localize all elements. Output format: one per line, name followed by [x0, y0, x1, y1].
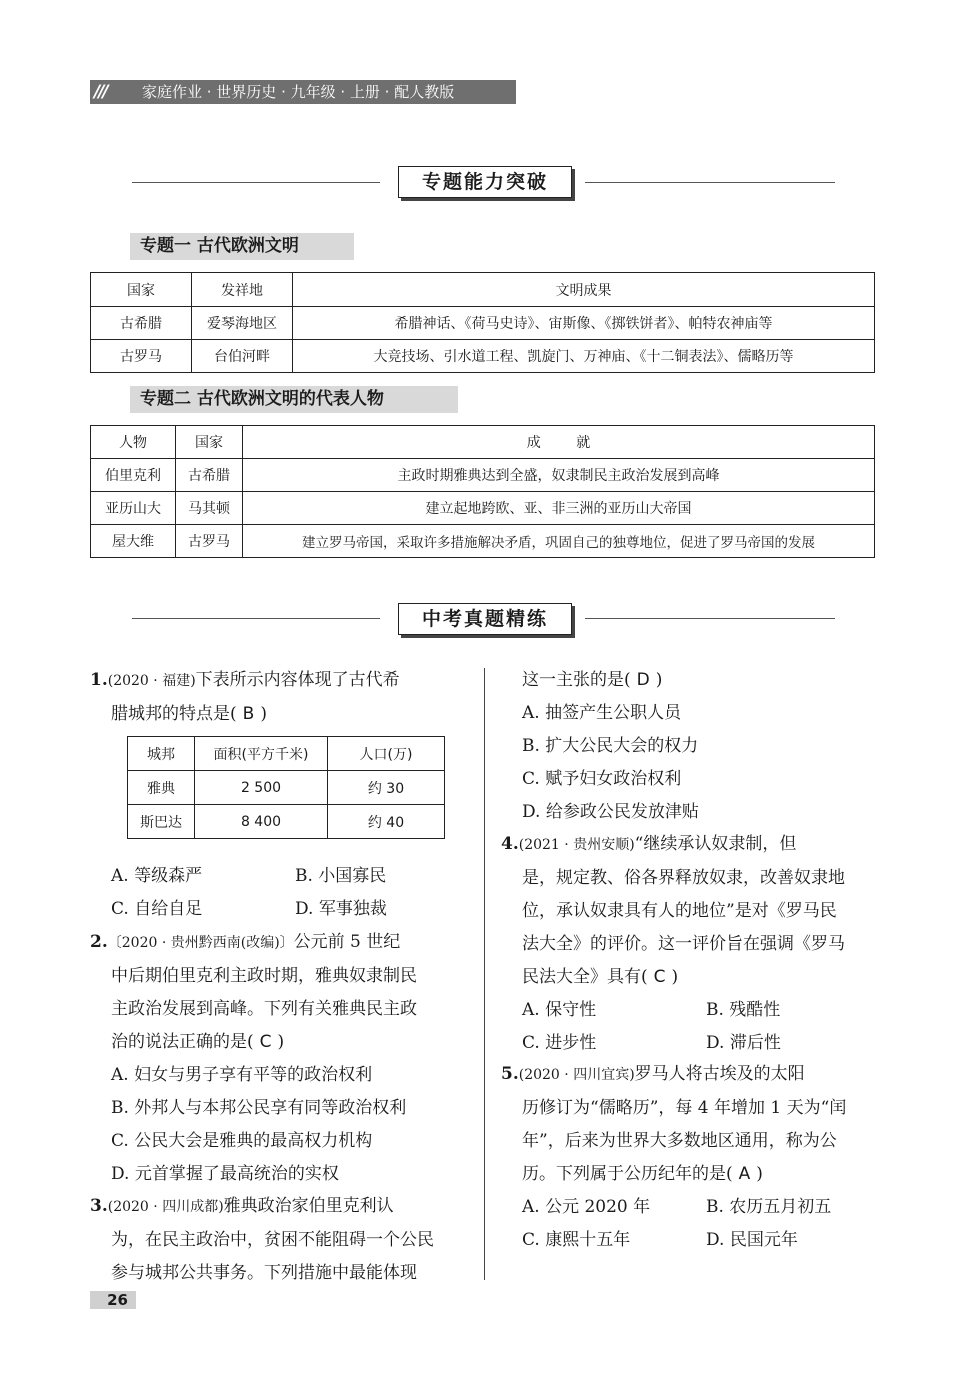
- option-c: C. 自给自足: [111, 899, 203, 919]
- table-row: [91, 459, 875, 492]
- answer-letter: B: [242, 704, 255, 724]
- question-text: 雅典政治家伯里克利认: [223, 1196, 394, 1216]
- header-cell: 发祥地: [192, 273, 293, 307]
- table-header-row: [128, 737, 445, 771]
- question-source: 〔2020 · 贵州黔西南(改编)〕: [107, 935, 294, 951]
- table-row: [128, 805, 445, 839]
- banner2-right-rule: [585, 618, 835, 619]
- table-cell: 古希腊: [176, 459, 243, 492]
- table-cell: 2 500: [195, 771, 328, 805]
- option-c: C. 赋予妇女政治权利: [522, 769, 682, 789]
- section-banner-exam-practice: 中考真题精练: [398, 603, 572, 635]
- table-row: [91, 340, 875, 373]
- option-c: C. 公民大会是雅典的最高权力机构: [111, 1131, 373, 1151]
- question-number: 5.: [501, 1064, 519, 1084]
- option-c: C. 进步性: [522, 1033, 597, 1053]
- table-cell: 大竞技场、引水道工程、凯旋门、万神庙、《十二铜表法》、儒略历等: [293, 340, 875, 373]
- banner1-left-rule: [132, 182, 380, 183]
- question-2: [90, 926, 480, 1191]
- table-cell: 主政时期雅典达到全盛，奴隶制民主政治发展到高峰: [243, 459, 875, 492]
- table-cell: 建立罗马帝国，采取许多措施解决矛盾，巩固自己的独尊地位，促进了罗马帝国的发展: [243, 525, 875, 558]
- option-a: A. 妇女与男子享有平等的政治权利: [111, 1065, 373, 1085]
- header-cell: 人物: [91, 426, 176, 459]
- city-state-table: [127, 736, 445, 839]
- question-text: 历。下列属于公历纪年的是(: [522, 1164, 733, 1184]
- table-cell: 古希腊: [91, 307, 192, 340]
- question-number: 4.: [501, 834, 519, 854]
- option-a: A. 保守性: [522, 1000, 597, 1020]
- question-text: 治的说法正确的是(: [111, 1032, 254, 1052]
- question-3-continued: [522, 664, 882, 829]
- option-c: C. 康熙十五年: [522, 1230, 631, 1250]
- question-number: 1.: [90, 670, 108, 690]
- question-text: “继续承认奴隶制，但: [634, 834, 797, 854]
- table-cell: 古罗马: [176, 525, 243, 558]
- question-number: 3.: [90, 1196, 108, 1216]
- question-text: 主政治发展到高峰。下列有关雅典民主政: [111, 999, 417, 1019]
- question-text: ): [260, 704, 267, 724]
- table-cell: 雅典: [128, 771, 195, 805]
- page-number-tab: [90, 1291, 136, 1309]
- table-row: [91, 492, 875, 525]
- table-header-row: [91, 426, 875, 459]
- section-banner-topic-ability: 专题能力突破: [398, 166, 572, 198]
- table-row: [91, 525, 875, 558]
- question-text: 下表所示内容体现了古代希: [195, 670, 400, 690]
- table-cell: 爱琴海地区: [192, 307, 293, 340]
- question-text: 年”，后来为世界大多数地区通用，称为公: [522, 1131, 837, 1151]
- option-b: B. 扩大公民大会的权力: [522, 736, 699, 756]
- table-cell: 古罗马: [91, 340, 192, 373]
- option-b: B. 农历五月初五: [706, 1197, 832, 1217]
- question-1-options: [111, 860, 481, 926]
- header-title: 家庭作业 · 世界历史 · 九年级 · 上册 · 配人教版: [142, 83, 455, 101]
- answer-letter: A: [738, 1164, 751, 1184]
- table-header-row: [91, 273, 875, 307]
- header-cell: 面积(平方千米): [195, 737, 328, 771]
- question-text: ): [655, 670, 663, 690]
- table-cell: 8 400: [195, 805, 328, 839]
- option-b: B. 残酷性: [706, 1000, 781, 1020]
- header-cell: 国家: [91, 273, 192, 307]
- table-cell: 伯里克利: [91, 459, 176, 492]
- table-cell: 屋大维: [91, 525, 176, 558]
- answer-letter: D: [636, 670, 650, 690]
- banner1-right-rule: [585, 182, 835, 183]
- figures-table: [90, 425, 875, 558]
- question-source: (2021 · 贵州安顺): [518, 837, 635, 853]
- option-a: A. 公元 2020 年: [522, 1197, 651, 1217]
- question-text: 为，在民主政治中，贫困不能阻碍一个公民: [111, 1230, 434, 1250]
- option-d: D. 军事独裁: [295, 899, 387, 919]
- table-cell: 建立起地跨欧、亚、非三洲的亚历山大帝国: [243, 492, 875, 525]
- question-text: 位，承认奴隶具有人的地位”是对《罗马民: [522, 901, 837, 921]
- option-a: A. 等级森严: [111, 866, 203, 886]
- header-cell: 成 就: [243, 426, 875, 459]
- option-a: A. 抽签产生公职人员: [522, 703, 682, 723]
- question-3: [90, 1190, 480, 1290]
- column-divider: [484, 668, 485, 1280]
- option-b: B. 外邦人与本邦公民享有同等政治权利: [111, 1098, 407, 1118]
- banner2-left-rule: [132, 618, 380, 619]
- question-text: 罗马人将古埃及的太阳: [634, 1064, 805, 1084]
- question-text: 腊城邦的特点是(: [111, 704, 237, 724]
- table-cell: 马其顿: [176, 492, 243, 525]
- option-d: D. 民国元年: [706, 1230, 798, 1250]
- table-row: [91, 307, 875, 340]
- question-5: [501, 1058, 885, 1257]
- question-text: 民法大全》具有(: [522, 967, 648, 987]
- civilization-table: [90, 272, 875, 373]
- page-number: 26: [107, 1291, 128, 1309]
- question-text: 这一主张的是(: [522, 670, 631, 690]
- option-d: D. 滞后性: [706, 1033, 781, 1053]
- topic1-heading: 专题一 古代欧洲文明: [130, 233, 354, 260]
- question-text: ): [756, 1164, 763, 1184]
- table-cell: 约 30: [328, 771, 445, 805]
- question-text: ): [671, 967, 679, 987]
- question-text: 历修订为“儒略历”，每 4 年增加 1 天为“闰: [522, 1098, 847, 1118]
- header-cell: 文明成果: [293, 273, 875, 307]
- header-band: [90, 80, 516, 104]
- question-source: (2020 · 四川成都): [107, 1199, 224, 1215]
- table-cell: 希腊神话、《荷马史诗》、宙斯像、《掷铁饼者》、帕特农神庙等: [293, 307, 875, 340]
- header-cell: 人口(万): [328, 737, 445, 771]
- question-text: ): [277, 1032, 285, 1052]
- question-text: 法大全》的评价。这一评价旨在强调《罗马: [522, 934, 845, 954]
- question-4: [501, 828, 885, 1060]
- header-slashes: ///: [94, 82, 107, 102]
- answer-letter: C: [653, 967, 666, 987]
- table-cell: 亚历山大: [91, 492, 176, 525]
- option-d: D. 给参政公民发放津贴: [522, 802, 699, 822]
- question-source: (2020 · 福建): [107, 673, 196, 689]
- question-text: 中后期伯里克利主政时期，雅典奴隶制民: [111, 966, 417, 986]
- header-cell: 国家: [176, 426, 243, 459]
- question-text: 公元前 5 世纪: [293, 932, 401, 952]
- header-cell: 城邦: [128, 737, 195, 771]
- table-cell: 斯巴达: [128, 805, 195, 839]
- question-1: [90, 664, 475, 731]
- table-row: [128, 771, 445, 805]
- topic2-heading: 专题二 古代欧洲文明的代表人物: [130, 386, 458, 413]
- question-text: 参与城邦公共事务。下列措施中最能体现: [111, 1263, 417, 1283]
- table-cell: 约 40: [328, 805, 445, 839]
- question-number: 2.: [90, 932, 108, 952]
- option-b: B. 小国寡民: [295, 866, 387, 886]
- table-cell: 台伯河畔: [192, 340, 293, 373]
- question-text: 是，规定教、俗各界释放奴隶，改善奴隶地: [522, 868, 845, 888]
- answer-letter: C: [259, 1032, 272, 1052]
- question-source: (2020 · 四川宜宾): [518, 1067, 635, 1083]
- option-d: D. 元首掌握了最高统治的实权: [111, 1164, 339, 1184]
